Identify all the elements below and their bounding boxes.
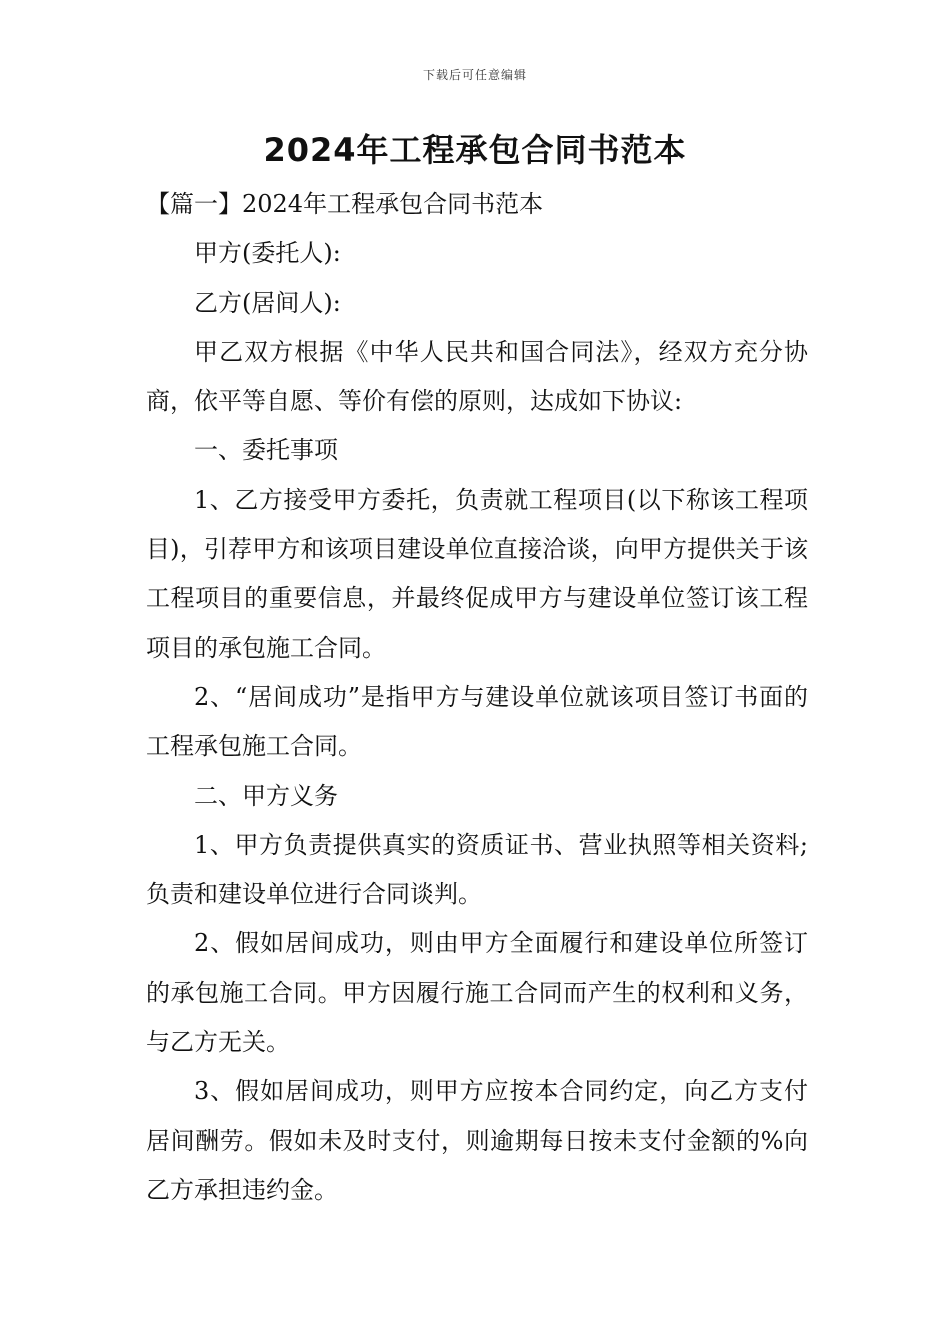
party-b-line: 乙方(居间人):: [194, 288, 341, 317]
intro-paragraph: 甲乙双方根据《中华人民共和国合同法》，经双方充分协商，依平等自愿、等价有偿的原则，达成如下协议:: [146, 337, 808, 416]
section-1-item-1: 1、乙方接受甲方委托，负责就工程项目(以下称该工程项目)，引荐甲方和该项目建设单位直接洽谈，向甲方提供关于该工程项目的重要信息，并最终促成甲方与建设单位签订该工程项目的承包施工合同。: [146, 485, 808, 662]
section-2-heading: 二、甲方义务: [194, 781, 338, 810]
chapter-heading: 【篇一】2024年工程承包合同书范本: [146, 190, 544, 218]
party-a-line: 甲方(委托人):: [194, 239, 341, 268]
section-1-heading: 一、委托事项: [194, 436, 338, 465]
document-title: 2024年工程承包合同书范本: [263, 131, 687, 169]
section-2-item-1: 1、甲方负责提供真实的资质证书、营业执照等相关资料;负责和建设单位进行合同谈判。: [146, 830, 808, 909]
section-2-item-3: 3、假如居间成功，则甲方应按本合同约定，向乙方支付居间酬劳。假如未及时支付，则逾期每日按未支付金额的%向乙方承担违约金。: [146, 1077, 808, 1204]
document-body: [146, 180, 808, 1215]
section-2-item-2: 2、假如居间成功，则由甲方全面履行和建设单位所签订的承包施工合同。甲方因履行施工合同而产生的权利和义务，与乙方无关。: [146, 929, 808, 1057]
header-note: 下载后可任意编辑: [422, 68, 527, 82]
section-1-item-2: 2、“居间成功”是指甲方与建设单位就该项目签订书面的工程承包施工合同。: [146, 682, 808, 761]
